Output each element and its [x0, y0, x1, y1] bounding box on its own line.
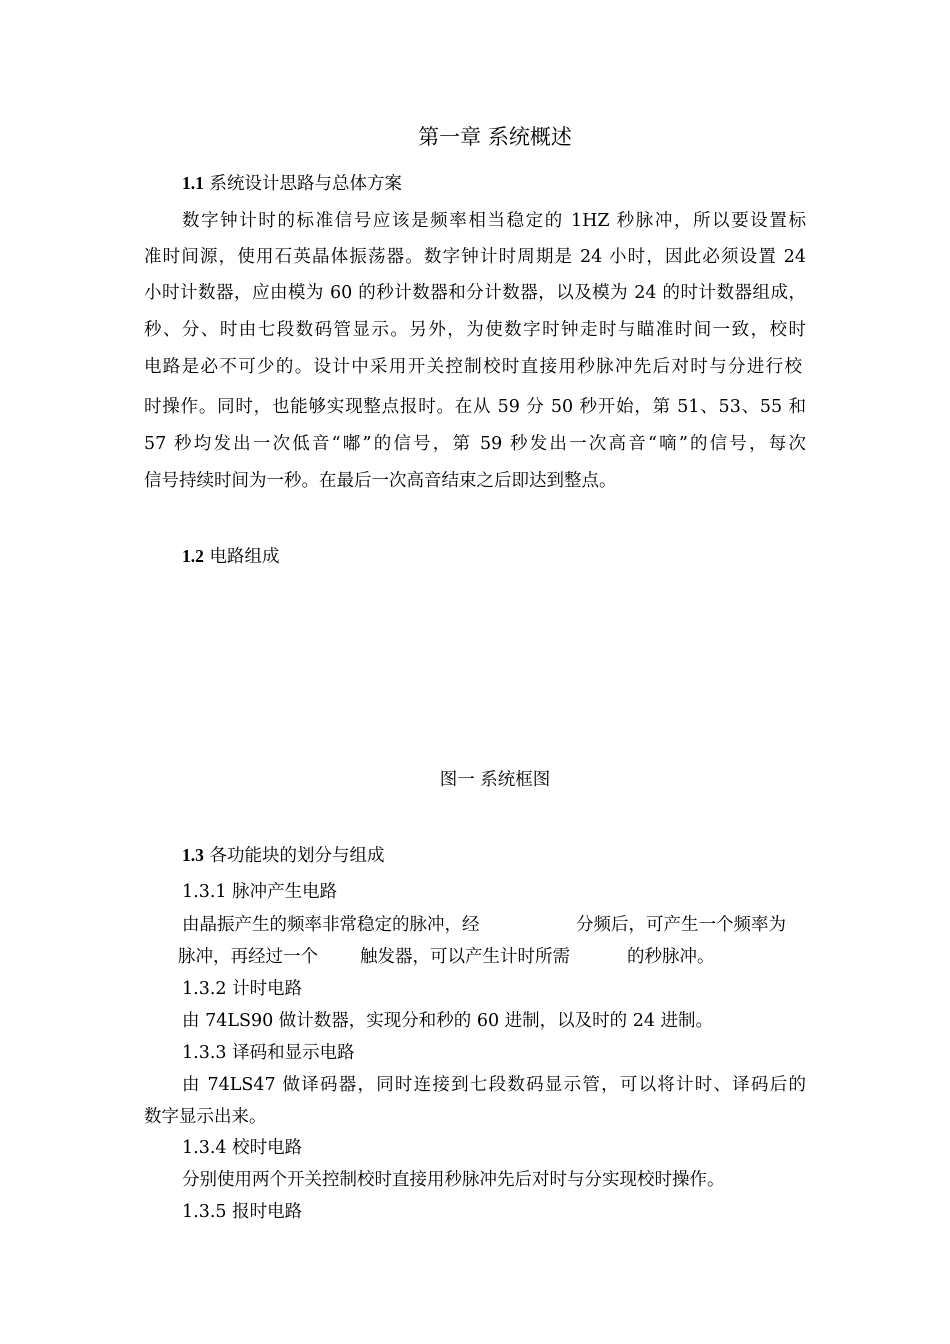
- paragraph-line: 小时计数器，应由模为 60 的秒计数器和分计数器，以及模为 24 的时计数器组成，: [144, 283, 806, 303]
- paragraph-line: 数字显示出来。: [144, 1107, 267, 1127]
- section-title: 电路组成: [209, 547, 280, 567]
- subsection-heading: 1.3.1 脉冲产生电路: [182, 882, 338, 902]
- section-title: 各功能块的划分与组成: [209, 846, 385, 866]
- paragraph-line: 57 秒均发出一次低音“嘟”的信号，第 59 秒发出一次高音“嘀”的信号，每次: [144, 434, 806, 454]
- paragraph-line: 数字钟计时的标准信号应该是频率相当稳定的 1HZ 秒脉冲，所以要设置标: [182, 211, 806, 231]
- paragraph-fragment: 的秒脉冲。: [627, 947, 715, 967]
- paragraph-fragment: 脉冲，再经过一个: [178, 947, 318, 967]
- section-title: 系统设计思路与总体方案: [209, 174, 402, 194]
- paragraph-line: 由 74LS90 做计数器，实现分和秒的 60 进制，以及时的 24 进制。: [182, 1011, 714, 1031]
- section-number: 1.3: [182, 845, 204, 865]
- section-1-3-heading: [182, 843, 384, 868]
- paragraph-line: 电路是必不可少的。设计中采用开关控制校时直接用秒脉冲先后对时与分进行校: [144, 357, 802, 377]
- section-1-2-heading: [182, 544, 279, 569]
- subsection-heading: 1.3.2 计时电路: [182, 979, 303, 999]
- section-number: 1.2: [182, 546, 204, 566]
- paragraph-fragment: 分频后，可产生一个频率为: [576, 915, 786, 935]
- chapter-title: 第一章 系统概述: [418, 125, 572, 149]
- paragraph-line: 秒、分、时由七段数码管显示。另外，为使数字时钟走时与瞄准时间一致，校时: [144, 320, 806, 340]
- section-1-1-heading: [182, 171, 402, 196]
- subsection-heading: 1.3.4 校时电路: [182, 1138, 303, 1158]
- subsection-heading: 1.3.3 译码和显示电路: [182, 1043, 355, 1063]
- paragraph-line: 信号持续时间为一秒。在最后一次高音结束之后即达到整点。: [144, 471, 617, 491]
- paragraph-line: 分别使用两个开关控制校时直接用秒脉冲先后对时与分实现校时操作。: [182, 1170, 725, 1190]
- paragraph-line: 由 74LS47 做译码器，同时连接到七段数码显示管，可以将计时、译码后的: [182, 1075, 806, 1095]
- figure-caption: 图一 系统框图: [439, 770, 551, 790]
- paragraph-line: 准时间源，使用石英晶体振荡器。数字钟计时周期是 24 小时，因此必须设置 24: [144, 247, 806, 267]
- paragraph-fragment: 触发器，可以产生计时所需: [360, 947, 570, 967]
- section-number: 1.1: [182, 173, 204, 193]
- paragraph-line: 时操作。同时，也能够实现整点报时。在从 59 分 50 秒开始，第 51、53、55 和: [144, 397, 806, 417]
- paragraph-fragment: 由晶振产生的频率非常稳定的脉冲，经: [182, 915, 480, 935]
- subsection-heading: 1.3.5 报时电路: [182, 1202, 303, 1222]
